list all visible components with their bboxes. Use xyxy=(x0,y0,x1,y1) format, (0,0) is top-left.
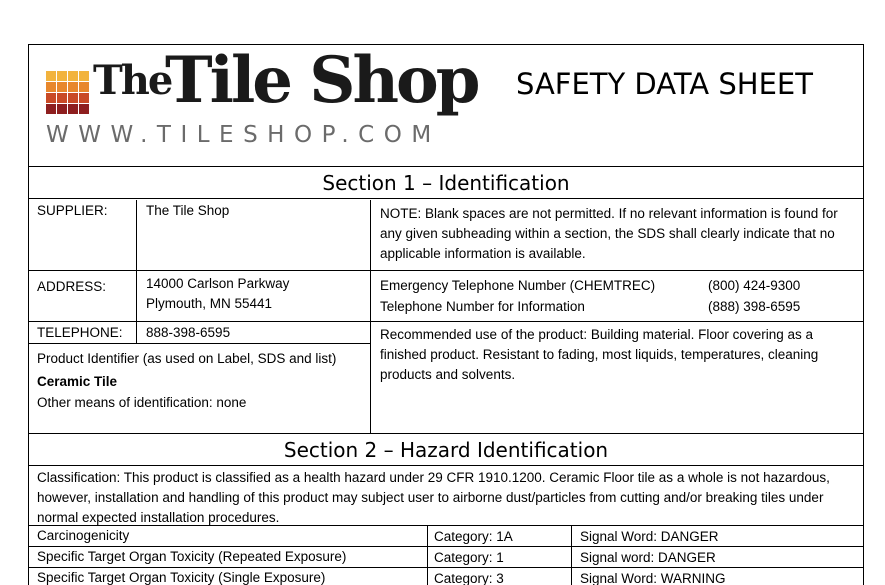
classification-text: Classification: This product is classified as a health hazard under 29 CFR 1910.1200. Ceramic Floor tile as a whole is not hazardous, however, installation and handling of this product may subject user to airborne dust/particles from cutting and/or breaking tiles under normal expected installation procedures. xyxy=(37,470,830,525)
hazard-signal-word: Signal word: DANGER xyxy=(580,550,716,565)
logo-squares-icon xyxy=(46,71,90,116)
hazard-name: Specific Target Organ Toxicity (Repeated Exposure) xyxy=(37,549,347,564)
logo-tile-square xyxy=(68,104,78,114)
logo-tile-square xyxy=(57,93,67,103)
address-line1: 14000 Carlson Parkway xyxy=(146,276,290,291)
hazard-category: Category: 3 xyxy=(434,571,504,585)
grid-divider xyxy=(29,343,370,344)
logo-tile-square xyxy=(79,82,89,92)
logo-tile-square xyxy=(57,82,67,92)
note-text: NOTE: Blank spaces are not permitted. If no relevant information is found for any given subheading within a section, the SDS shall clearly indicate that no applicable information is available. xyxy=(380,206,838,261)
logo-tile-square xyxy=(57,71,67,81)
safety-data-sheet xyxy=(28,44,864,585)
recommended-use-text: Recommended use of the product: Building material. Floor covering as a finished product. Resistant to fading, most liquids, temperatures, cleaning products and solvents. xyxy=(380,327,819,382)
telephone-label: TELEPHONE: xyxy=(37,325,123,340)
logo-tile-square xyxy=(46,104,56,114)
hazard-name: Specific Target Organ Toxicity (Single Exposure) xyxy=(37,570,326,585)
grid-divider xyxy=(136,271,137,321)
grid-divider xyxy=(370,200,371,434)
logo-text-the: The xyxy=(93,57,172,104)
logo-tile-square xyxy=(68,71,78,81)
telephone-value: 888-398-6595 xyxy=(146,325,231,340)
supplier-value: The Tile Shop xyxy=(146,203,230,218)
address-label: ADDRESS: xyxy=(37,279,107,294)
document-title: SAFETY DATA SHEET xyxy=(516,67,813,101)
section1-title: Section 1 – Identification xyxy=(29,167,863,199)
grid-divider xyxy=(136,322,137,344)
emergency-phone-number: (800) 424-9300 xyxy=(708,278,801,293)
logo-tile-square xyxy=(46,82,56,92)
other-means-of-identification: Other means of identification: none xyxy=(37,395,247,410)
logo-tile-square xyxy=(57,104,67,114)
product-identifier-label: Product Identifier (as used on Label, SDS and list) xyxy=(37,351,337,366)
hazard-name: Carcinogenicity xyxy=(37,528,130,543)
logo-tile-square xyxy=(68,93,78,103)
hazard-category: Category: 1A xyxy=(434,529,513,544)
grid-divider xyxy=(571,525,572,585)
logo-tile-square xyxy=(79,71,89,81)
logo-tile-square xyxy=(68,82,78,92)
logo-tile-square xyxy=(79,93,89,103)
emergency-phone-label: Emergency Telephone Number (CHEMTREC) xyxy=(380,278,656,293)
logo-tile-square xyxy=(46,93,56,103)
logo-url: WWW.TILESHOP.COM xyxy=(46,122,441,148)
hazard-category: Category: 1 xyxy=(434,550,504,565)
grid-divider xyxy=(136,200,137,270)
hazard-signal-word: Signal Word: DANGER xyxy=(580,529,719,544)
supplier-label: SUPPLIER: xyxy=(37,203,108,218)
section2-title: Section 2 – Hazard Identification xyxy=(29,434,863,466)
grid-divider xyxy=(427,525,428,585)
hazard-signal-word: Signal Word: WARNING xyxy=(580,571,726,585)
grid-divider xyxy=(29,321,863,322)
logo-tile-square xyxy=(46,71,56,81)
product-name: Ceramic Tile xyxy=(37,374,118,389)
info-phone-number: (888) 398-6595 xyxy=(708,299,801,314)
logo-tile-square xyxy=(79,104,89,114)
address-line2: Plymouth, MN 55441 xyxy=(146,296,273,311)
sheet-header xyxy=(29,45,863,167)
logo-text-tile-shop: Tile Shop xyxy=(165,43,478,118)
info-phone-label: Telephone Number for Information xyxy=(380,299,585,314)
grid-divider xyxy=(29,270,863,271)
